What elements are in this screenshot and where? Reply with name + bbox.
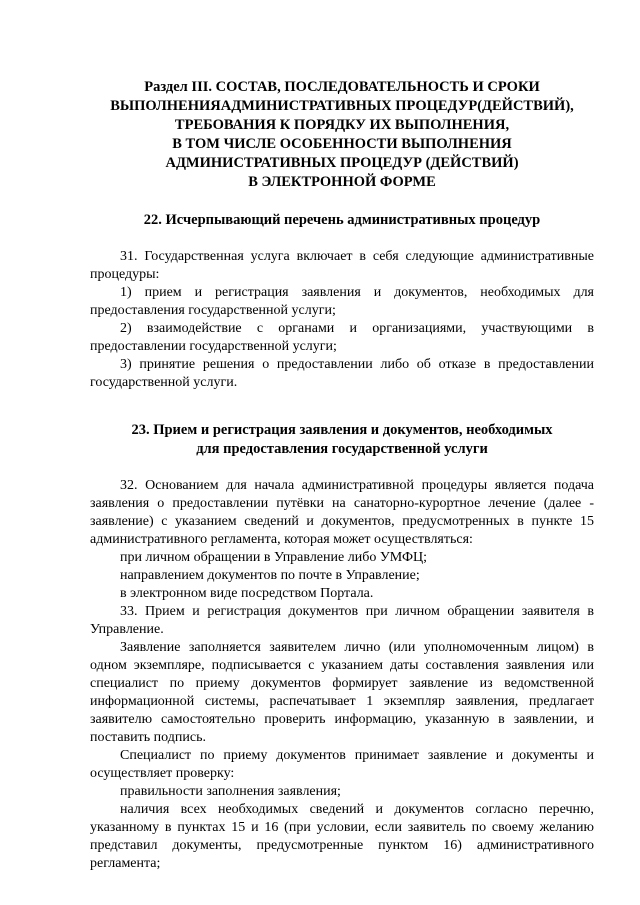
paragraph: 1) прием и регистрация заявления и документов, необходимых для предоставления государственной услуги; [90, 285, 594, 318]
paragraph: 33. Прием и регистрация документов при личном обращении заявителя в Управление. [90, 604, 594, 637]
section-title-line: ВЫПОЛНЕНИЯАДМИНИСТРАТИВНЫХ ПРОЦЕДУР(ДЕЙСТВИЙ), [110, 98, 574, 114]
section-title-line: В ЭЛЕКТРОННОЙ ФОРМЕ [248, 174, 436, 190]
paragraph: направлением документов по почте в Управление; [120, 568, 420, 583]
subsection-23-title-line: для предоставления государственной услуги [196, 441, 488, 457]
section-title-line: В ТОМ ЧИСЛЕ ОСОБЕННОСТИ ВЫПОЛНЕНИЯ [172, 136, 512, 152]
paragraph: наличия всех необходимых сведений и документов согласно перечню, указанному в пунктах 15 и 16 (при условии, если заявитель по своему желанию представил документы, предусмотренные пунктом 16) административного регламента; [90, 802, 594, 871]
paragraph: Заявление заполняется заявителем лично (или уполномоченным лицом) в одном экземпляре, подписывается с указанием даты составления заявления или специалист по приему документов формирует заявление из ведомственной информационной системы, распечатывает 1 экземпляр заявления, предлагает заявителю самостоятельно проверить информацию, указанную в заявлении, и поставить подпись. [90, 640, 594, 745]
section-title-line: Раздел III. СОСТАВ, ПОСЛЕДОВАТЕЛЬНОСТЬ И СРОКИ [144, 79, 540, 95]
paragraph: в электронном виде посредством Портала. [120, 586, 374, 601]
subsection-23-body [90, 477, 594, 873]
paragraph: при личном обращении в Управление либо УМФЦ; [120, 550, 428, 565]
section-title-line: АДМИНИСТРАТИВНЫХ ПРОЦЕДУР (ДЕЙСТВИЙ) [165, 155, 519, 171]
paragraph: 2) взаимодействие с органами и организациями, участвующими в предоставлении государственной услуги; [90, 321, 594, 354]
paragraph: 32. Основанием для начала административной процедуры является подача заявления о предоставлении путёвки на санаторно-курортное лечение (далее - заявление) с указанием сведений и документов, предусмотренных в пункте 15 административного регламента, которая может осуществляться: [90, 478, 594, 547]
section-title [90, 0, 594, 192]
paragraph: 3) принятие решения о предоставлении либо об отказе в предоставлении государственной услуги. [90, 357, 594, 390]
section-title-line: ТРЕБОВАНИЯ К ПОРЯДКУ ИХ ВЫПОЛНЕНИЯ, [174, 117, 510, 133]
subsection-22-title: 22. Исчерпывающий перечень административных процедур [143, 212, 541, 228]
subsection-23-title-line: 23. Прием и регистрация заявления и документов, необходимых [131, 422, 553, 438]
subsection-23-title [90, 421, 594, 459]
paragraph: 31. Государственная услуга включает в себя следующие административные процедуры: [90, 249, 594, 282]
paragraph: правильности заполнения заявления; [120, 784, 341, 799]
subsection-22-body [90, 248, 594, 392]
paragraph: Специалист по приему документов принимает заявление и документы и осуществляет проверку: [90, 748, 594, 781]
